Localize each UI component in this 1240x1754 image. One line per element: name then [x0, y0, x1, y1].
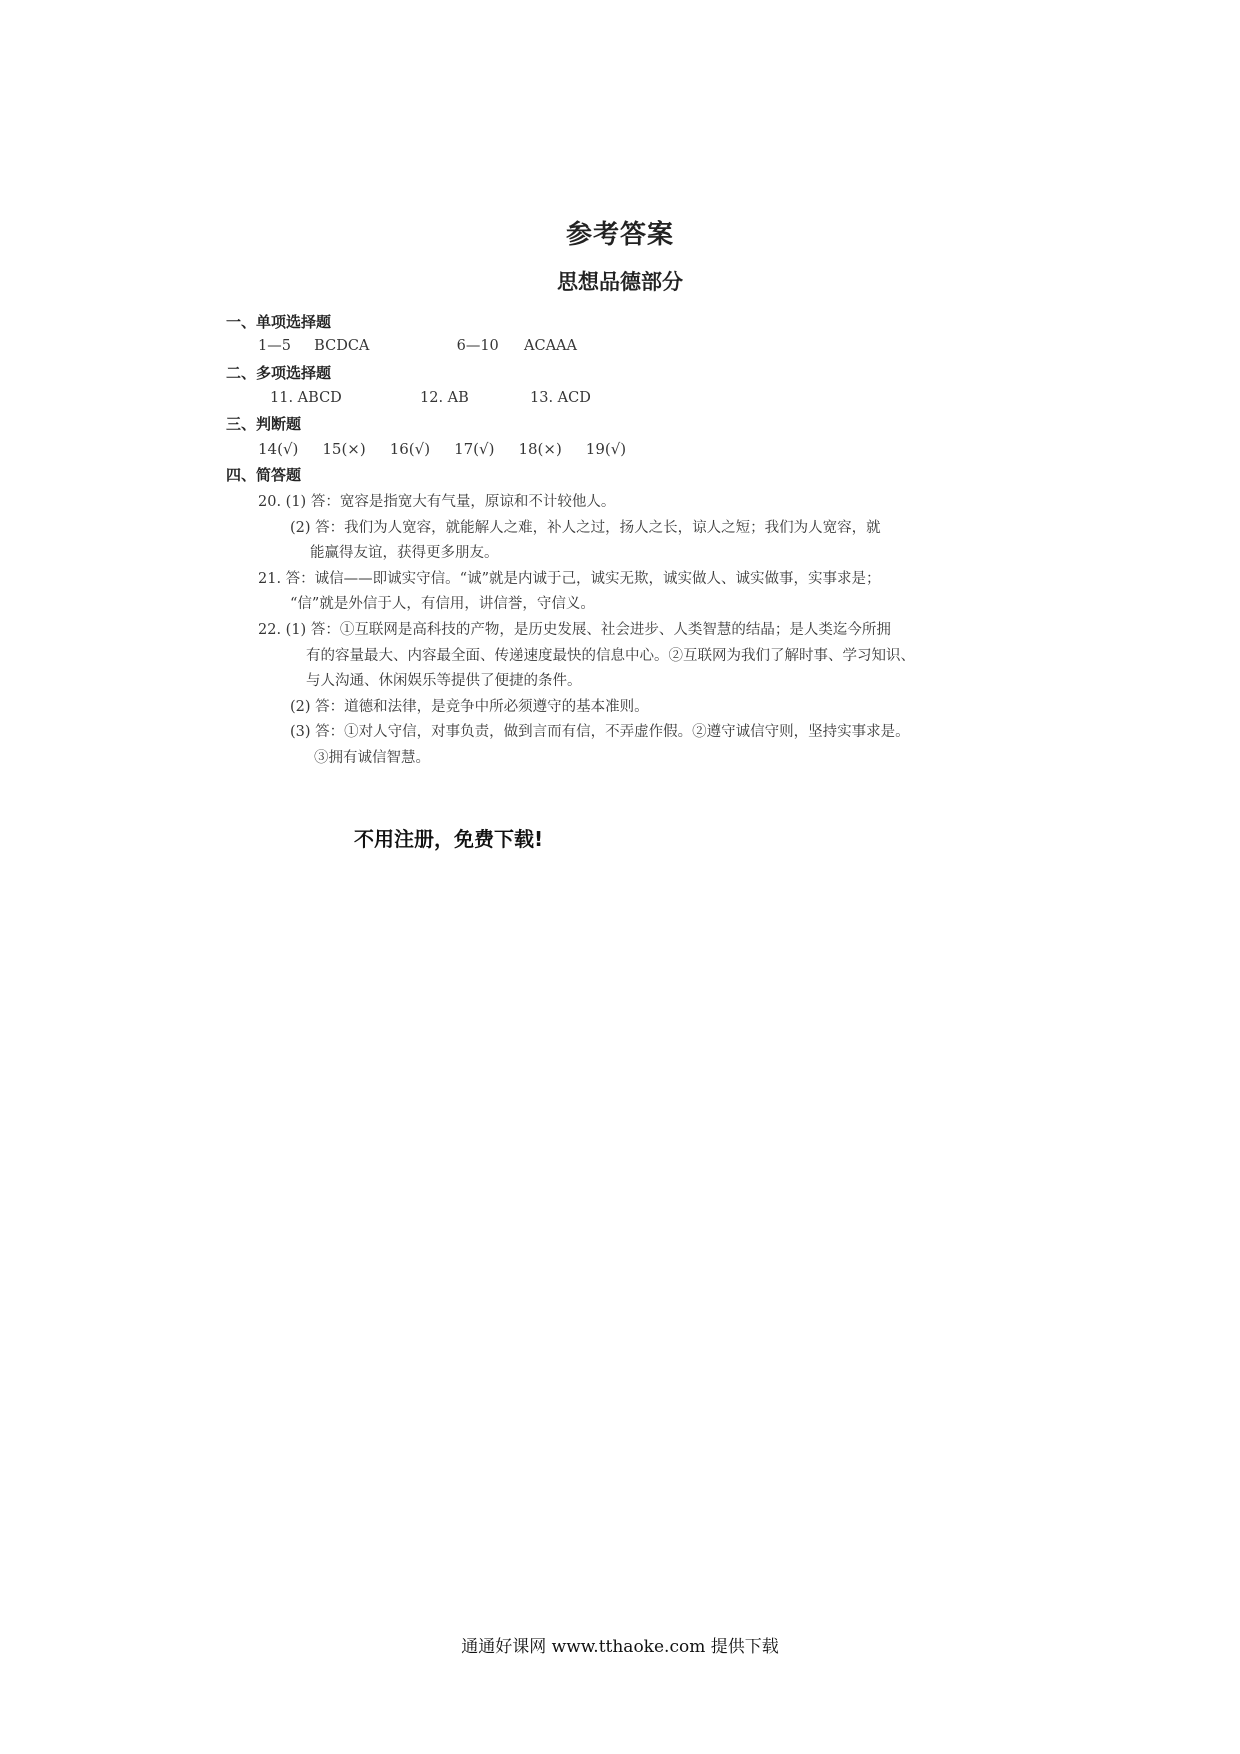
single-choice-group1-answers: BCDCA	[314, 338, 370, 354]
single-choice-group2-answers: ACAAA	[524, 338, 577, 354]
answer-line: ③拥有诚信智慧。	[314, 750, 430, 766]
multi-choice-q11: 11. ABCD	[270, 390, 342, 406]
page-title: 参考答案	[565, 220, 674, 250]
answer-line: 22. (1) 答：①互联网是高科技的产物，是历史发展、社会进步、人类智慧的结晶；是人类迄今所拥	[258, 622, 891, 638]
answer-line: (2) 答：道德和法律，是竞争中所必须遵守的基本准则。	[290, 699, 649, 715]
answer-line: (2) 答：我们为人宽容，就能解人之难，补人之过，扬人之长，谅人之短；我们为人宽容，就	[290, 520, 881, 536]
section-heading-single-choice: 一、单项选择题	[226, 313, 332, 331]
multi-choice-q13: 13. ACD	[530, 390, 591, 406]
judgement-item: 16(√)	[389, 440, 431, 458]
answer-line: 20. (1) 答：宽容是指宽大有气量，原谅和不计较他人。	[258, 494, 616, 510]
judgement-item: 14(√)	[258, 440, 299, 458]
section-heading-judgement: 三、判断题	[226, 415, 302, 433]
answer-line: “信”就是外信于人，有信用，讲信誉，守信义。	[290, 596, 595, 612]
judgement-answers-row	[258, 440, 626, 458]
judgement-item: 15(×)	[322, 440, 366, 458]
page-subtitle: 思想品德部分	[557, 270, 683, 294]
answer-line: 与人沟通、休闲娱乐等提供了便捷的条件。	[306, 673, 582, 689]
answer-line: 能赢得友谊，获得更多朋友。	[310, 545, 499, 561]
answer-line: (3) 答：①对人守信，对事负责，做到言而有信，不弄虚作假。②遵守诚信守则，坚持实事求是。	[290, 724, 910, 740]
judgement-item: 17(√)	[454, 440, 495, 458]
answer-line: 21. 答：诚信——即诚实守信。“诚”就是内诚于己，诚实无欺，诚实做人、诚实做事，实事求是；	[258, 571, 881, 587]
promo-text: 不用注册，免费下载!	[354, 827, 544, 851]
footer-text: 通通好课网 www.tthaoke.com 提供下载	[461, 1637, 779, 1657]
judgement-item: 18(×)	[518, 440, 562, 458]
judgement-item: 19(√)	[585, 440, 627, 458]
single-choice-answers-row	[258, 338, 577, 354]
multi-choice-q12: 12. AB	[420, 390, 469, 406]
answer-line: 有的容量最大、内容最全面、传递速度最快的信息中心。②互联网为我们了解时事、学习知识、	[306, 648, 915, 664]
single-choice-group2-label: 6—10	[456, 338, 499, 354]
single-choice-group1-label: 1—5	[258, 338, 291, 354]
section-heading-short-answer: 四、简答题	[226, 466, 302, 484]
section-heading-multi-choice: 二、多项选择题	[226, 364, 332, 382]
